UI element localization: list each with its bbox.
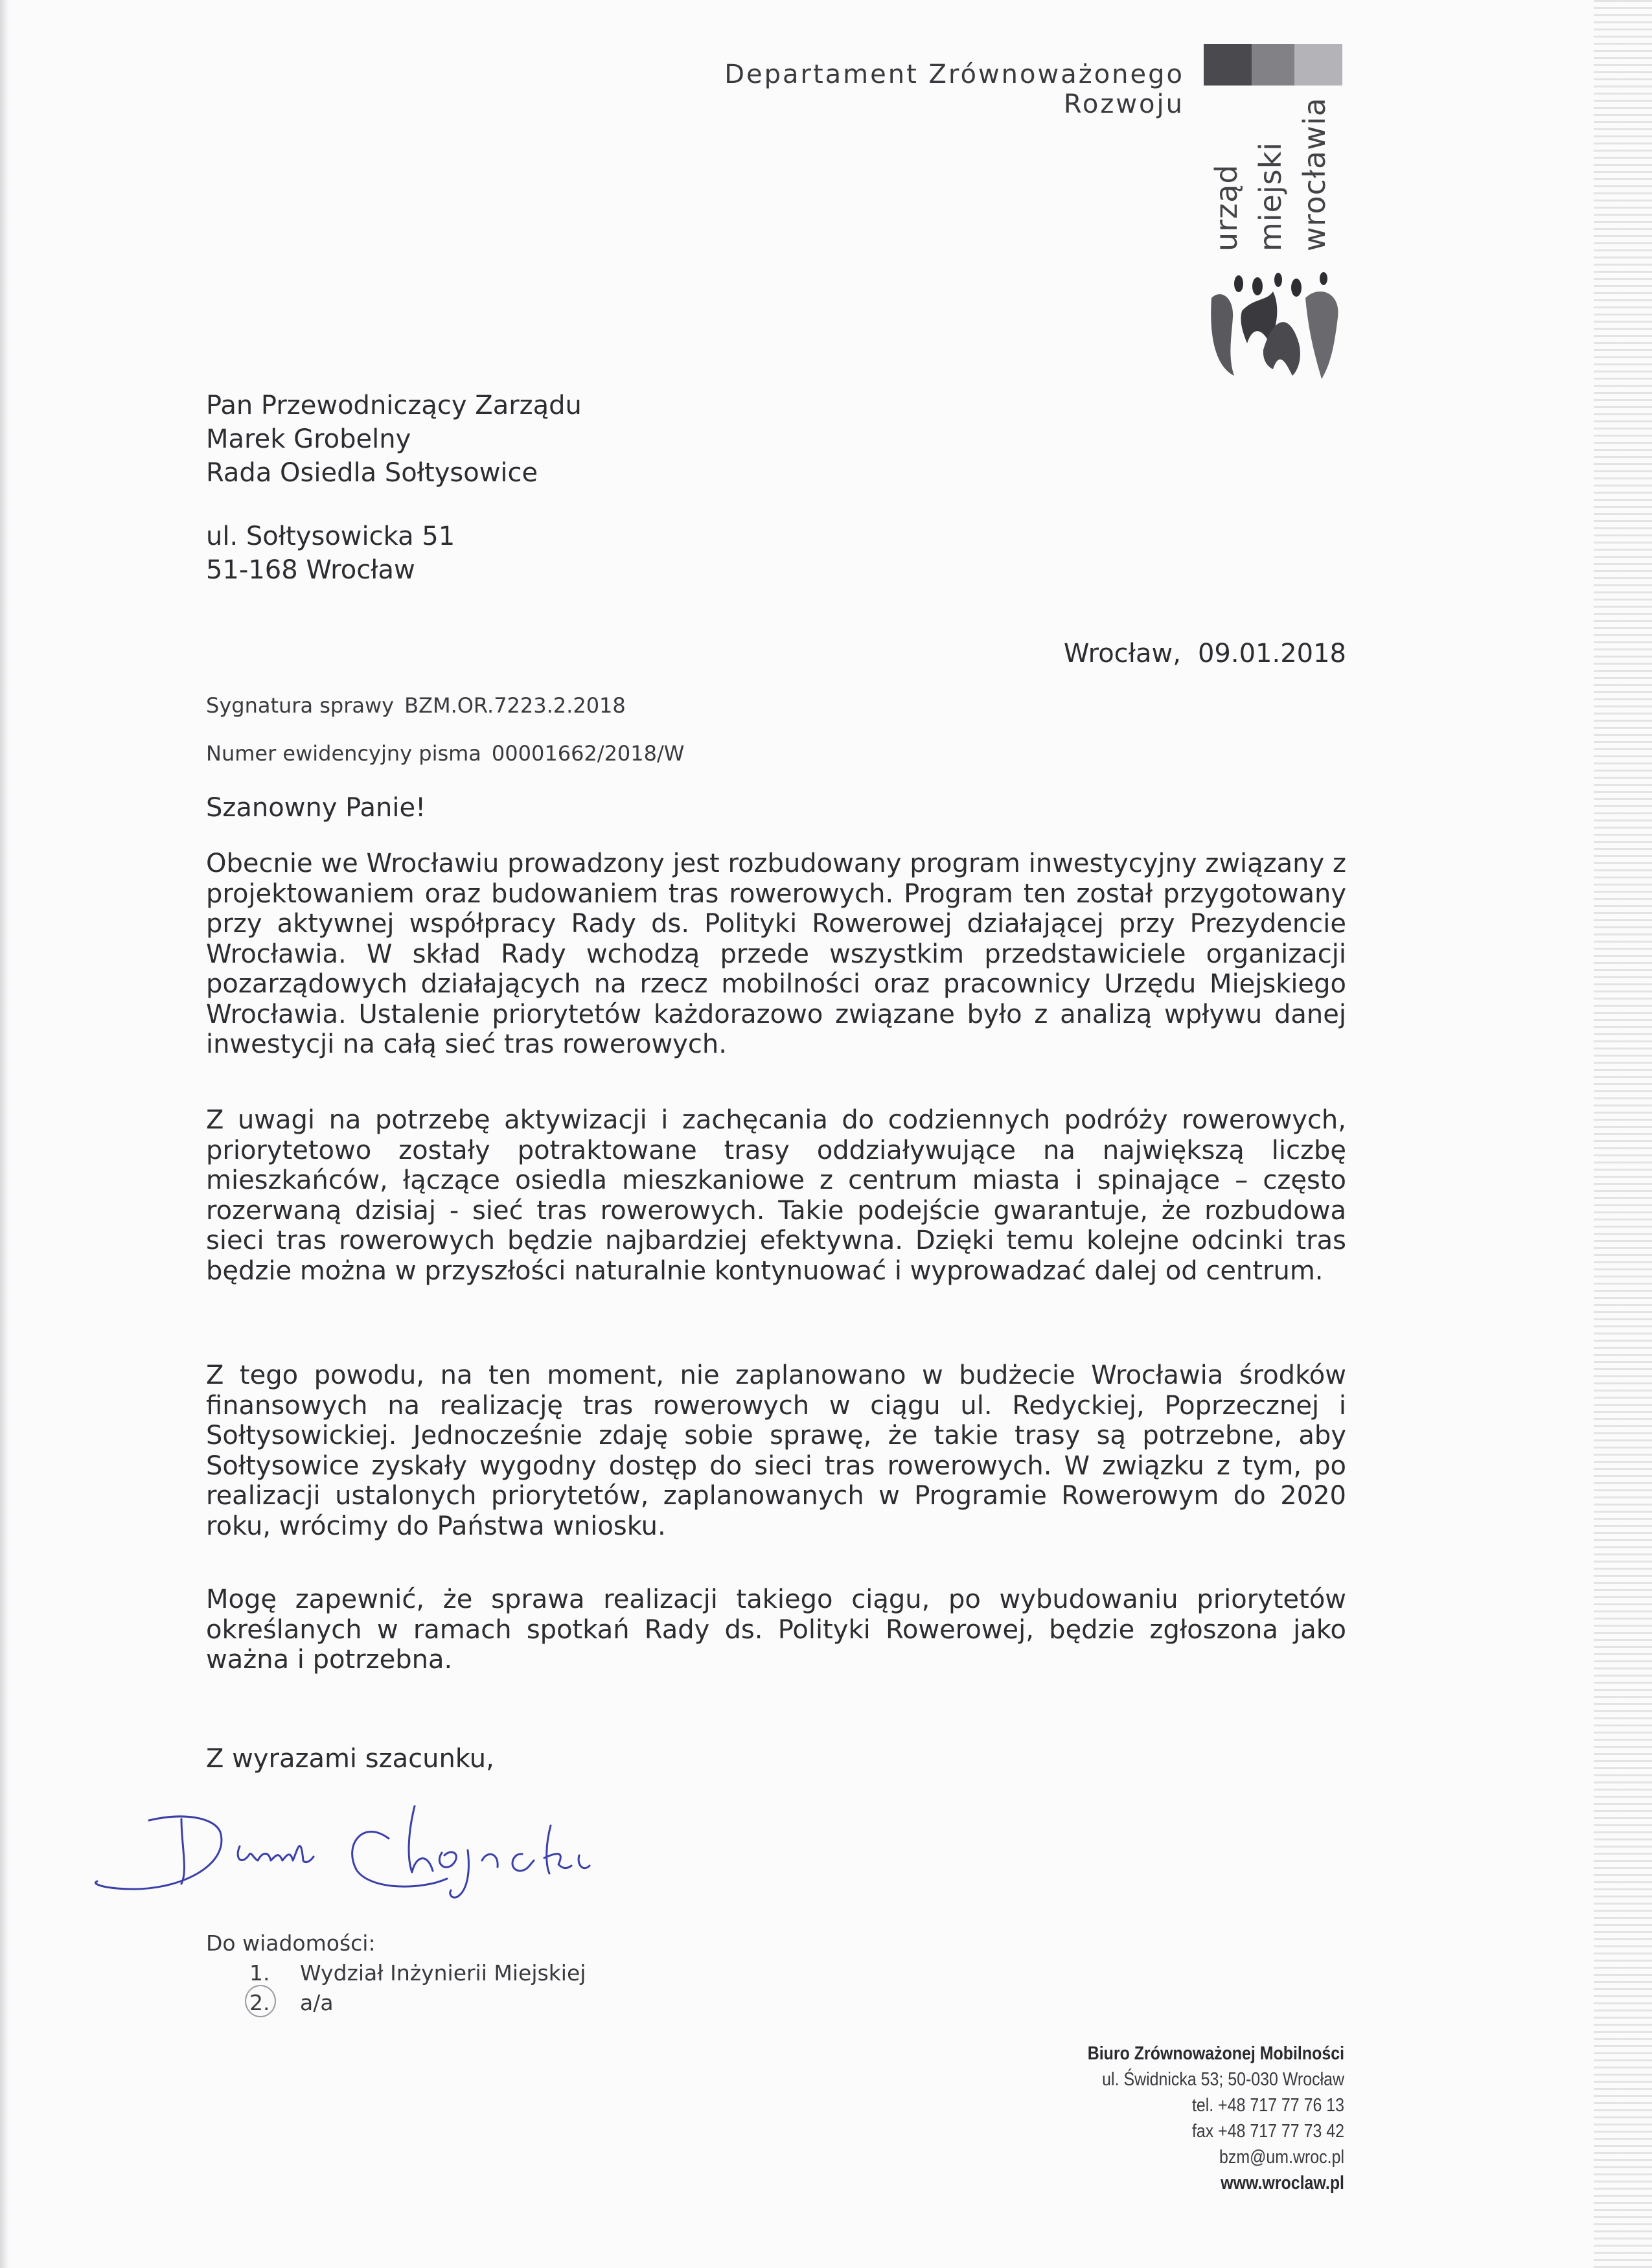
- recipient-line: Marek Grobelny: [206, 424, 411, 454]
- logo-text-miejski: miejski: [1253, 141, 1288, 251]
- footer-fax: fax +48 717 77 73 42: [1191, 2121, 1344, 2142]
- logo-bar-mid: [1252, 44, 1294, 86]
- letter-number: [206, 741, 684, 766]
- cc-item-text: Wydział Inżynierii Miejskiej: [300, 1960, 586, 1986]
- footer-address: ul. Świdnicka 53; 50-030 Wrocław: [1102, 2069, 1344, 2090]
- footer-office: Biuro Zrównoważonej Mobilności: [1087, 2043, 1344, 2064]
- number-label: Numer ewidencyjny pisma: [206, 741, 481, 766]
- number-value: 00001662/2018/W: [491, 741, 685, 766]
- date-city: Wrocław,: [1063, 639, 1181, 669]
- footer-contact: [894, 2041, 1344, 2196]
- scan-edge-right: [1594, 0, 1652, 2268]
- cc-item-number: 2.: [249, 1990, 270, 2015]
- letter-date: [972, 639, 1346, 669]
- case-label: Sygnatura sprawy: [206, 693, 395, 718]
- salutation: Szanowny Panie!: [206, 793, 426, 823]
- logo-bar-light: [1294, 44, 1342, 86]
- logo-bar-dark: [1204, 44, 1252, 86]
- cc-item-text: a/a: [300, 1990, 334, 2015]
- scan-edge-left: [0, 0, 9, 2268]
- body-paragraph: Mogę zapewnić, że sprawa realizacji takiego ciągu, po wybudowaniu priorytetów określanych w ramach spotkań Rady ds. Polityki Rowerowej, będzie zgłoszona jako ważna i potrzebna.: [206, 1585, 1346, 1675]
- cc-item: [249, 1960, 586, 1986]
- department-name: Departament Zrównoważonego Rozwoju: [724, 60, 1184, 119]
- recipient-line: Rada Osiedla Sołtysowice: [206, 458, 538, 488]
- footer-web: www.wroclaw.pl: [1221, 2173, 1344, 2194]
- case-signature: [206, 693, 626, 718]
- recipient-line: Pan Przewodniczący Zarządu: [206, 391, 582, 420]
- recipient-block: [206, 389, 582, 490]
- body-paragraph: Z uwagi na potrzebę aktywizacji i zachęcania do codziennych podróży rowerowych, priorytetowo zostały potraktowane trasy oddziaływujące na największą liczbę mieszkańców, łączące osiedla mieszkaniowe z centrum miasta i spinające – często rozerwaną dzisiaj - sieć tras rowerowych. Takie podejście gwarantuje, że rozbudowa sieci tras rowerowych będzie najbardziej efektywna. Dzięki temu kolejne odcinki tras będzie można w przyszłości naturalnie kontynuować i wyprowadzać dalej od centrum.: [206, 1105, 1346, 1286]
- handwritten-circle-mark: [245, 1985, 276, 2017]
- city-logo-mark-icon: [1202, 272, 1351, 389]
- address-line: 51-168 Wrocław: [206, 555, 415, 585]
- logo-text-wroclawia: wrocławia: [1297, 97, 1332, 251]
- closing-phrase: Z wyrazami szacunku,: [206, 1744, 494, 1774]
- date-value: 09.01.2018: [1197, 639, 1346, 669]
- footer-tel: tel. +48 717 77 76 13: [1191, 2095, 1344, 2116]
- logo-text-urzad: urząd: [1209, 164, 1244, 251]
- cc-title: Do wiadomości:: [206, 1930, 376, 1956]
- address-line: ul. Sołtysowicka 51: [206, 521, 455, 551]
- body-paragraph: Obecnie we Wrocławiu prowadzony jest rozbudowany program inwestycyjny związany z projektowaniem oraz budowaniem tras rowerowych. Program ten został przygotowany przy aktywnej współpracy Rady ds. Polityki Rowerowej działającej przy Prezydencie Wrocławia. W skład Rady wchodzą przede wszystkim przedstawiciele organizacji pozarządowych działających na rzecz mobilności oraz pracownicy Urzędu Miejskiego Wrocławia. Ustalenie priorytetów każdorazowo związane było z analizą wpływu danej inwestycji na całą sieć tras rowerowych.: [206, 849, 1346, 1059]
- footer-email: bzm@um.wroc.pl: [1219, 2147, 1344, 2168]
- body-paragraph: Z tego powodu, na ten moment, nie zaplanowano w budżecie Wrocławia środków finansowych na realizację tras rowerowych w ciągu ul. Redyckiej, Poprzecznej i Sołtysowickiej. Jednocześnie zdaję sobie sprawę, że takie trasy są potrzebne, aby Sołtysowice zyskały wygodny dostęp do sieci tras rowerowych. W związku z tym, po realizacji ustalonych priorytetów, zaplanowanych w Programie Rowerowym do 2020 roku, wrócimy do Państwa wniosku.: [206, 1360, 1346, 1541]
- cc-item-number: 1.: [249, 1960, 270, 1986]
- handwritten-signature: [84, 1793, 667, 1903]
- address-block: [206, 520, 455, 587]
- case-value: BZM.OR.7223.2.2018: [404, 693, 626, 718]
